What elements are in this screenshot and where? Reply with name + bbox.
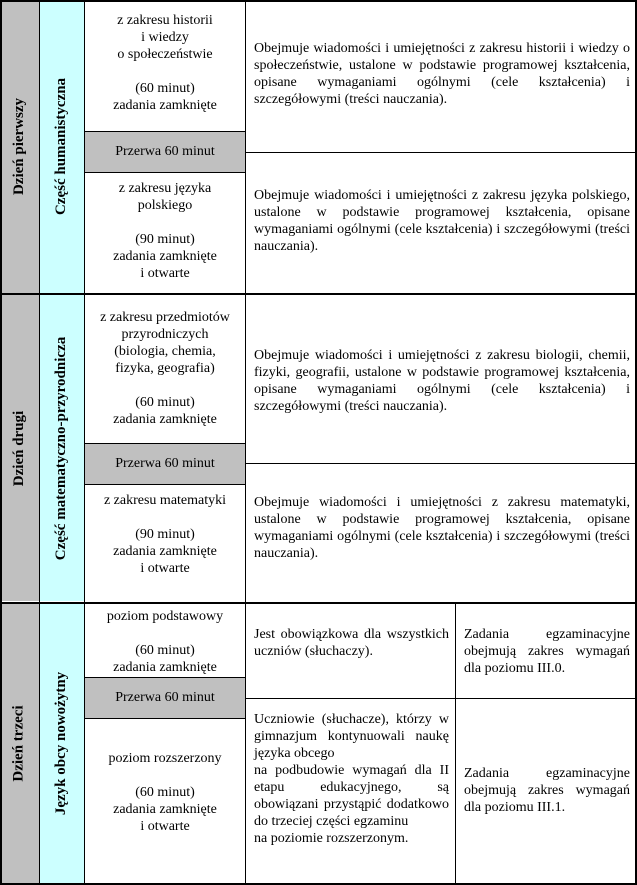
day3-label: Dzień trzeci bbox=[11, 705, 28, 782]
day1-test1-description: Obejmuje wiadomości i umiejętności z zakresu historii i wiedzy o społeczeństwie, ustalone w podstawie programowej kształcenia, opisane wymaganiami ogólnymi (cele kształcenia) i szczegółowymi (treści nauczania). bbox=[254, 41, 630, 107]
day3-test1-info: poziom podstawowy (60 minut) zadania zamknięte bbox=[106, 609, 224, 675]
day3-test1-who: Jest obowiązkowa dla wszystkich uczniów (słuchaczy). bbox=[254, 627, 449, 659]
day3-part-label: Język obcy nowożytny bbox=[53, 671, 70, 816]
day2-test2-info: z zakresu matematyki (90 minut) zadania zamknięte i otwarte bbox=[103, 493, 227, 576]
day3-break: Przerwa 60 minut bbox=[85, 678, 245, 718]
day2-label: Dzień drugi bbox=[11, 410, 28, 486]
day3-test2-scope: Zadania egzaminacyjne obejmują zakres wymagań dla poziomu III.1. bbox=[464, 766, 630, 815]
day1-test2-description: Obejmuje wiadomości i umiejętności z zakresu języka polskiego, ustalone w podstawie programowej kształcenia, opisane wymaganiami ogólnymi (cele kształcenia) i szczegółowymi (treści nauczania). bbox=[254, 188, 630, 254]
day1-test2-info: z zakresu języka polskiego (90 minut) zadania zamknięte i otwarte bbox=[113, 181, 217, 281]
day3-test2-info: poziom rozszerzony (60 minut) zadania zamknięte i otwarte bbox=[108, 751, 222, 834]
day3-test2-who: Uczniowie (słuchacze), którzy w gimnazjum kontynuowali naukę języka obcego na podbudowie wymagań dla II etapu edukacyjnego, są obowiązani przystąpić dodatkowo do trzeciej części egzaminu na poziomie rozszerzonym. bbox=[254, 712, 449, 846]
day1-label: Dzień pierwszy bbox=[11, 97, 27, 196]
day2-break: Przerwa 60 minut bbox=[85, 444, 245, 484]
day1-part-label: Część humanistyczna bbox=[53, 77, 70, 216]
day3-test1-scope: Zadania egzaminacyjne obejmują zakres wymagań dla poziomu III.0. bbox=[464, 627, 630, 676]
day1-test1-info: z zakresu historii i wiedzy o społeczeństwie (60 minut) zadania zamknięte bbox=[113, 13, 217, 113]
day2-test2-description: Obejmuje wiadomości i umiejętności z zakresu matematyki, ustalone w podstawie programowej kształcenia, opisane wymaganiami ogólnymi (cele kształcenia) i szczegółowymi (treści nauczania). bbox=[254, 495, 630, 561]
day2-test1-description: Obejmuje wiadomości i umiejętności z zakresu biologii, chemii, fizyki, geografii, ustalone w podstawie programowej kształcenia, opisane wymaganiami ogólnymi (cele kształcenia) i szczegółowymi (treści nauczania). bbox=[254, 348, 630, 414]
day1-break: Przerwa 60 minut bbox=[85, 132, 245, 172]
day2-test1-info: z zakresu przedmiotów przyrodniczych (biologia, chemia, fizyka, geografia) (60 minut) zadania zamknięte bbox=[100, 310, 230, 427]
day2-part-label: Część matematyczno-przyrodnicza bbox=[53, 336, 69, 560]
